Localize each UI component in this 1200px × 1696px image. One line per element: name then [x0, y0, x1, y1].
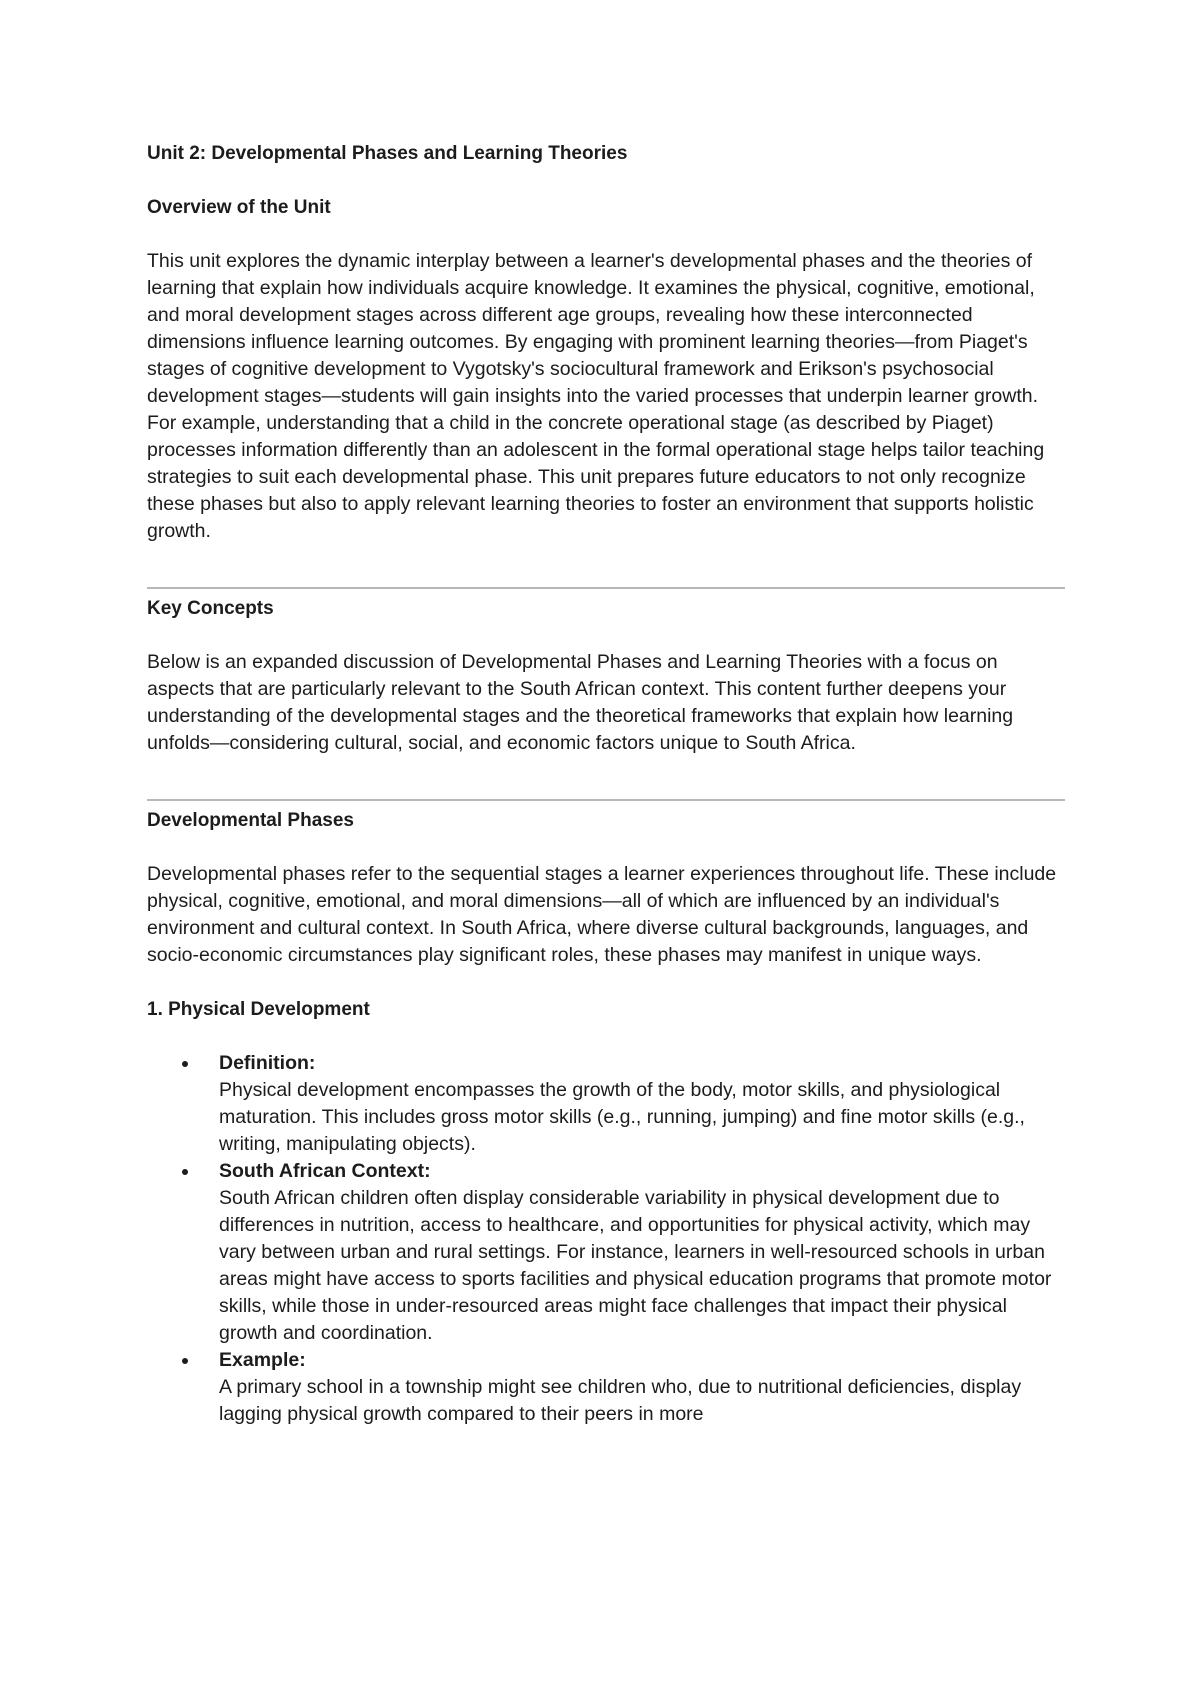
physical-development-heading: 1. Physical Development: [147, 999, 370, 1020]
list-item-term: South African Context:: [219, 1160, 431, 1182]
list-item-term: Definition:: [219, 1052, 316, 1074]
document-page: [147, 140, 1067, 1428]
overview-heading: Overview of the Unit: [147, 197, 331, 218]
developmental-phases-paragraph: Developmental phases refer to the sequential stages a learner experiences throughout life. These include physical, cognitive, emotional, and moral dimensions—all of which are influenced by an individual's environment and cultural context. In South Africa, where diverse cultural backgrounds, languages, and socio-economic circumstances play significant roles, these phases may manifest in unique ways.: [147, 863, 1057, 966]
unit-title: Unit 2: Developmental Phases and Learning Theories: [147, 143, 628, 164]
list-item: [147, 1158, 1067, 1347]
bullet-icon: [182, 1169, 188, 1175]
list-item: [147, 1050, 1067, 1158]
list-item-term: Example:: [219, 1349, 306, 1371]
bullet-icon: [182, 1358, 188, 1364]
overview-paragraph: This unit explores the dynamic interplay between a learner's developmental phases and the theories of learning that explain how individuals acquire knowledge. It examines the physical, cognitive, emotional, and moral development stages across different age groups, revealing how these interconnected dimensions influence learning outcomes. By engaging with prominent learning theories—from Piaget's stages of cognitive development to Vygotsky's sociocultural framework and Erikson's psychosocial development stages—students will gain insights into the varied processes that underpin learner growth. For example, understanding that a child in the concrete operational stage (as described by Piaget) processes information differently than an adolescent in the formal operational stage helps tailor teaching strategies to suit each developmental phase. This unit prepares future educators to not only recognize these phases but also to apply relevant learning theories to foster an environment that supports holistic growth.: [147, 250, 1045, 542]
key-concepts-paragraph: Below is an expanded discussion of Developmental Phases and Learning Theories with a focus on aspects that are particularly relevant to the South African context. This content further deepens your understanding of the developmental stages and the theoretical frameworks that explain how learning unfolds—considering cultural, social, and economic factors unique to South Africa.: [147, 651, 1014, 754]
developmental-phases-heading: Developmental Phases: [147, 810, 354, 831]
bullet-icon: [182, 1061, 188, 1067]
physical-development-list: [147, 1050, 1067, 1428]
key-concepts-heading: Key Concepts: [147, 598, 274, 619]
list-item-text: South African children often display considerable variability in physical development due to differences in nutrition, access to healthcare, and opportunities for physical activity, which may vary between urban and rural settings. For instance, learners in well-resourced schools in urban areas might have access to sports facilities and physical education programs that promote motor skills, while those in under-resourced areas might face challenges that impact their physical growth and coordination.: [219, 1187, 1052, 1344]
list-item-text: Physical development encompasses the growth of the body, motor skills, and physiological maturation. This includes gross motor skills (e.g., running, jumping) and fine motor skills (e.g., writing, manipulating objects).: [219, 1079, 1025, 1155]
list-item-text: A primary school in a township might see children who, due to nutritional deficiencies, display lagging physical growth compared to their peers in more: [219, 1376, 1022, 1425]
list-item: [147, 1347, 1067, 1428]
